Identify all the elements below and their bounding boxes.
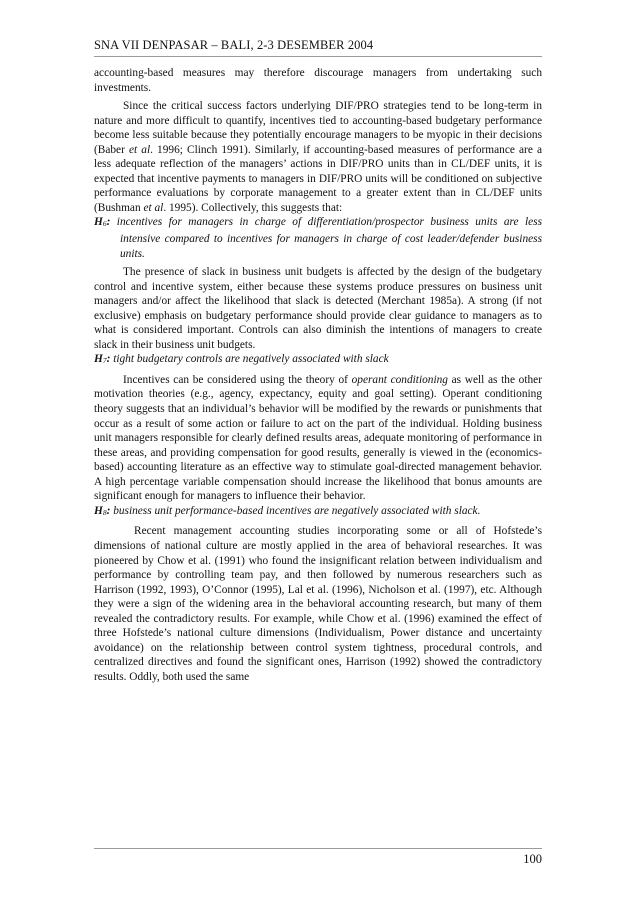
hypothesis-colon: : — [106, 216, 111, 229]
hypothesis-label: H — [94, 504, 103, 517]
hypothesis-colon: : — [106, 353, 111, 366]
hypothesis-text: business unit performance-based incentives are negatively associated with slack. — [110, 504, 481, 517]
text-run: . 1996; Clinch 1991). Similarly, if accounting-based measures of performance are a less adequate reflection of the managers’ actions in DIF/PRO units than in CL/DEF units, it is expected that incentive payments to managers in DIF/PRO units will be conditioned on subjective performance evaluations by corporate management to a greater extent than in CL/DEF units (Bushman — [94, 143, 542, 214]
paragraph-slack: The presence of slack in business unit budgets is affected by the design of the budgetary control and incentive system, either because these systems produce pressures on business unit managers and/or affect the likelihood that slack is detected (Merchant 1985a). A strong (if not exclusive) emphasis on budgetary performance should provide clear guidance to managers as to what is considered important. Controls can also diminish the intentions of managers to create slack in their business unit budgets. — [94, 266, 542, 351]
page-number: 100 — [523, 852, 542, 866]
hypothesis-h8 — [94, 504, 542, 521]
text-run: Since the critical success factors underlying DIF/PRO strategies tend to be long-term in nature and more difficult to quantify, incentives tied to accounting-based budgetary performance become less suitable because they potentially encourage managers to be myopic in their decisions (Baber — [94, 100, 542, 156]
citation-et-al: et al — [143, 201, 164, 214]
hypothesis-label: H — [94, 353, 103, 366]
header-rule — [94, 56, 542, 57]
text-run: . 1995). Collectively, this suggests that: — [163, 201, 343, 214]
paragraph-national-culture: Recent management accounting studies incorporating some or all of Hofstede’s dimensions of national culture are mostly applied in the area of behavioral researches. It was pioneered by Chow et al. (1991) who found the insignificant relation between individualism and performance by controlling team pay, and then followed by numerous researchers such as Harrison (1992, 1993), O’Connor (1995), Lal et al. (1996), Nicholson et al. (1997), etc. Although they were a sign of the widening area in the behavioral accounting research, but many of them revealed the contradictory results. For example, while Chow et al. (1996) examined the effect of three Hofstede’s national culture dimensions (Individualism, Power distance and uncertainty avoidance) on the relationship between control system tightness, procedural controls, and centralized directives and found the significant ones, Harrison (1992) showed the contradictory results. Oddly, both used the same — [94, 525, 542, 683]
hypothesis-number: 8 — [102, 507, 107, 517]
hypothesis-h6 — [94, 215, 542, 261]
paragraph-incentives — [94, 373, 542, 504]
emphasis-term: operant conditioning — [351, 373, 448, 386]
paragraph-continuation: accounting-based measures may therefore discourage managers from undertaking such investments. — [94, 67, 542, 94]
page-body — [94, 66, 542, 684]
citation-et-al: et al — [128, 143, 151, 156]
running-header: SNA VII DENPASAR – BALI, 2-3 DESEMBER 2004 — [94, 38, 374, 52]
text-run: Incentives can be considered using the theory of — [123, 373, 352, 386]
hypothesis-text: tight budgetary controls are negatively associated with slack — [110, 353, 389, 366]
hypothesis-number: 7 — [102, 356, 107, 366]
footer-rule — [94, 848, 542, 849]
hypothesis-text: incentives for managers in charge of differentiation/prospector business units are less intensive compared to incentives for managers in charge of cost leader/defender business units. — [110, 216, 542, 260]
paragraph-success-factors — [94, 99, 542, 215]
hypothesis-number: 6 — [102, 219, 107, 229]
text-run: as well as the other motivation theories (e.g., agency, expectancy, equity and goal setting). Operant conditioning theory suggests that an individual’s behavior will be modified by the rewards or punishments that occur as a result of some action or failure to act on the part of the individual. Holding business unit managers responsible for clearly defined results areas, adequate monitoring of performance in these areas, and providing compensation for good results, generally is viewed in the (economics-based) accounting literature as an effective way to stimulate goal-directed management behavior. A high percentage variable compensation should increase the likelihood that bonus amounts are significant enough for managers to influence their behavior. — [94, 373, 542, 503]
hypothesis-colon: : — [106, 504, 111, 517]
hypothesis-label: H — [94, 216, 103, 229]
hypothesis-h7 — [94, 352, 542, 369]
